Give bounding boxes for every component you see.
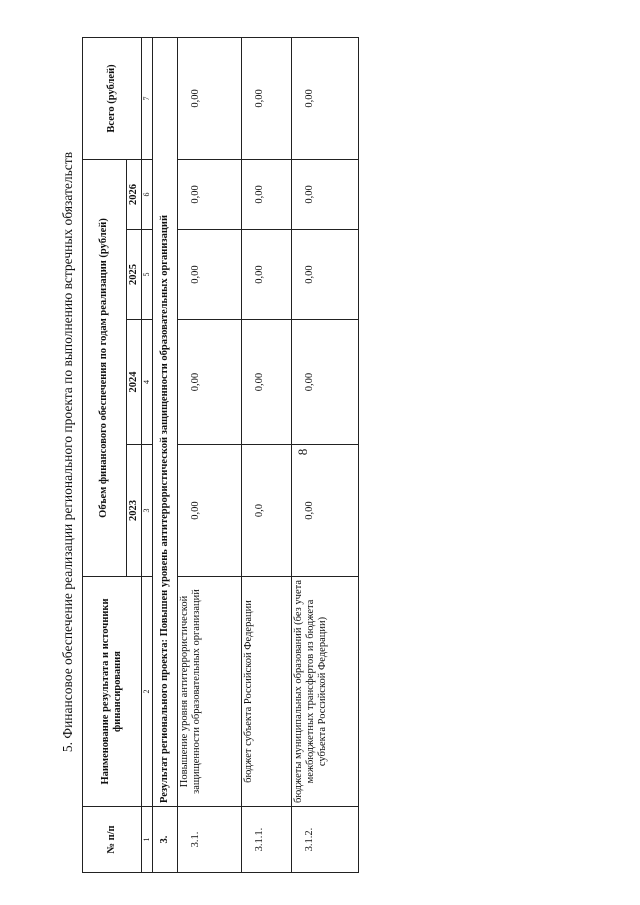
page-heading: 5. Финансовое обеспечение реализации регионального проекта по выполнению встречных обязательств (60, 151, 75, 753)
row-value: 0,00 (178, 159, 242, 229)
column-index: 6 (142, 159, 153, 229)
row-total: 0,00 (178, 37, 242, 159)
row-value: 0,00 (292, 159, 359, 229)
row-name: бюджеты муниципальных образований (без учета межбюджетных трансфертов из бюджета субъекта Российской Федерации) (292, 577, 359, 807)
row-value: 0,00 (178, 445, 242, 577)
table-row (178, 37, 242, 872)
column-index: 1 (142, 807, 153, 873)
column-index: 2 (142, 577, 153, 807)
row-value: 0,00 (242, 230, 292, 320)
column-index: 5 (142, 230, 153, 320)
row-total: 0,00 (242, 37, 292, 159)
row-total: 0,00 (292, 37, 359, 159)
section-label: Результат регионального проекта: Повышен уровень антитеррористической защищенности образовательных организаций (153, 37, 178, 806)
header-volume: Объем финансового обеспечения по годам реализации (рублей) (83, 159, 127, 576)
row-num: 3.1.2. (292, 807, 359, 873)
header-year: 2023 (127, 445, 142, 577)
row-value: 0,0 (242, 445, 292, 577)
header-total: Всего (рублей) (83, 37, 142, 159)
row-num: 3.1. (178, 807, 242, 873)
row-name: Повышение уровня антитеррористической защищенности образовательных организаций (178, 577, 242, 807)
section-row (153, 37, 178, 872)
row-value: 0,00 (178, 320, 242, 445)
row-value: 0,00 (242, 159, 292, 229)
row-num: 3.1.1. (242, 807, 292, 873)
row-value: 0,00 (242, 320, 292, 445)
column-index: 7 (142, 37, 153, 159)
column-index-row (142, 37, 153, 872)
row-value: 0,00 (292, 230, 359, 320)
row-value: 0,00 (292, 445, 359, 577)
header-num: № п/п (83, 807, 142, 873)
header-row-1 (83, 37, 127, 872)
page-number: 8 (295, 448, 310, 456)
row-value: 0,00 (292, 320, 359, 445)
header-year: 2026 (127, 159, 142, 229)
header-name: Наименование результата и источники финансирования (83, 577, 142, 807)
rotated-table-container (82, 38, 329, 873)
row-value: 0,00 (178, 230, 242, 320)
table-row (242, 37, 292, 872)
header-year: 2024 (127, 320, 142, 445)
column-index: 4 (142, 320, 153, 445)
financing-table (82, 37, 359, 873)
column-index: 3 (142, 445, 153, 577)
section-num: 3. (153, 807, 178, 873)
row-name: бюджет субъекта Российской Федерации (242, 577, 292, 807)
header-year: 2025 (127, 230, 142, 320)
table-row (292, 37, 359, 872)
